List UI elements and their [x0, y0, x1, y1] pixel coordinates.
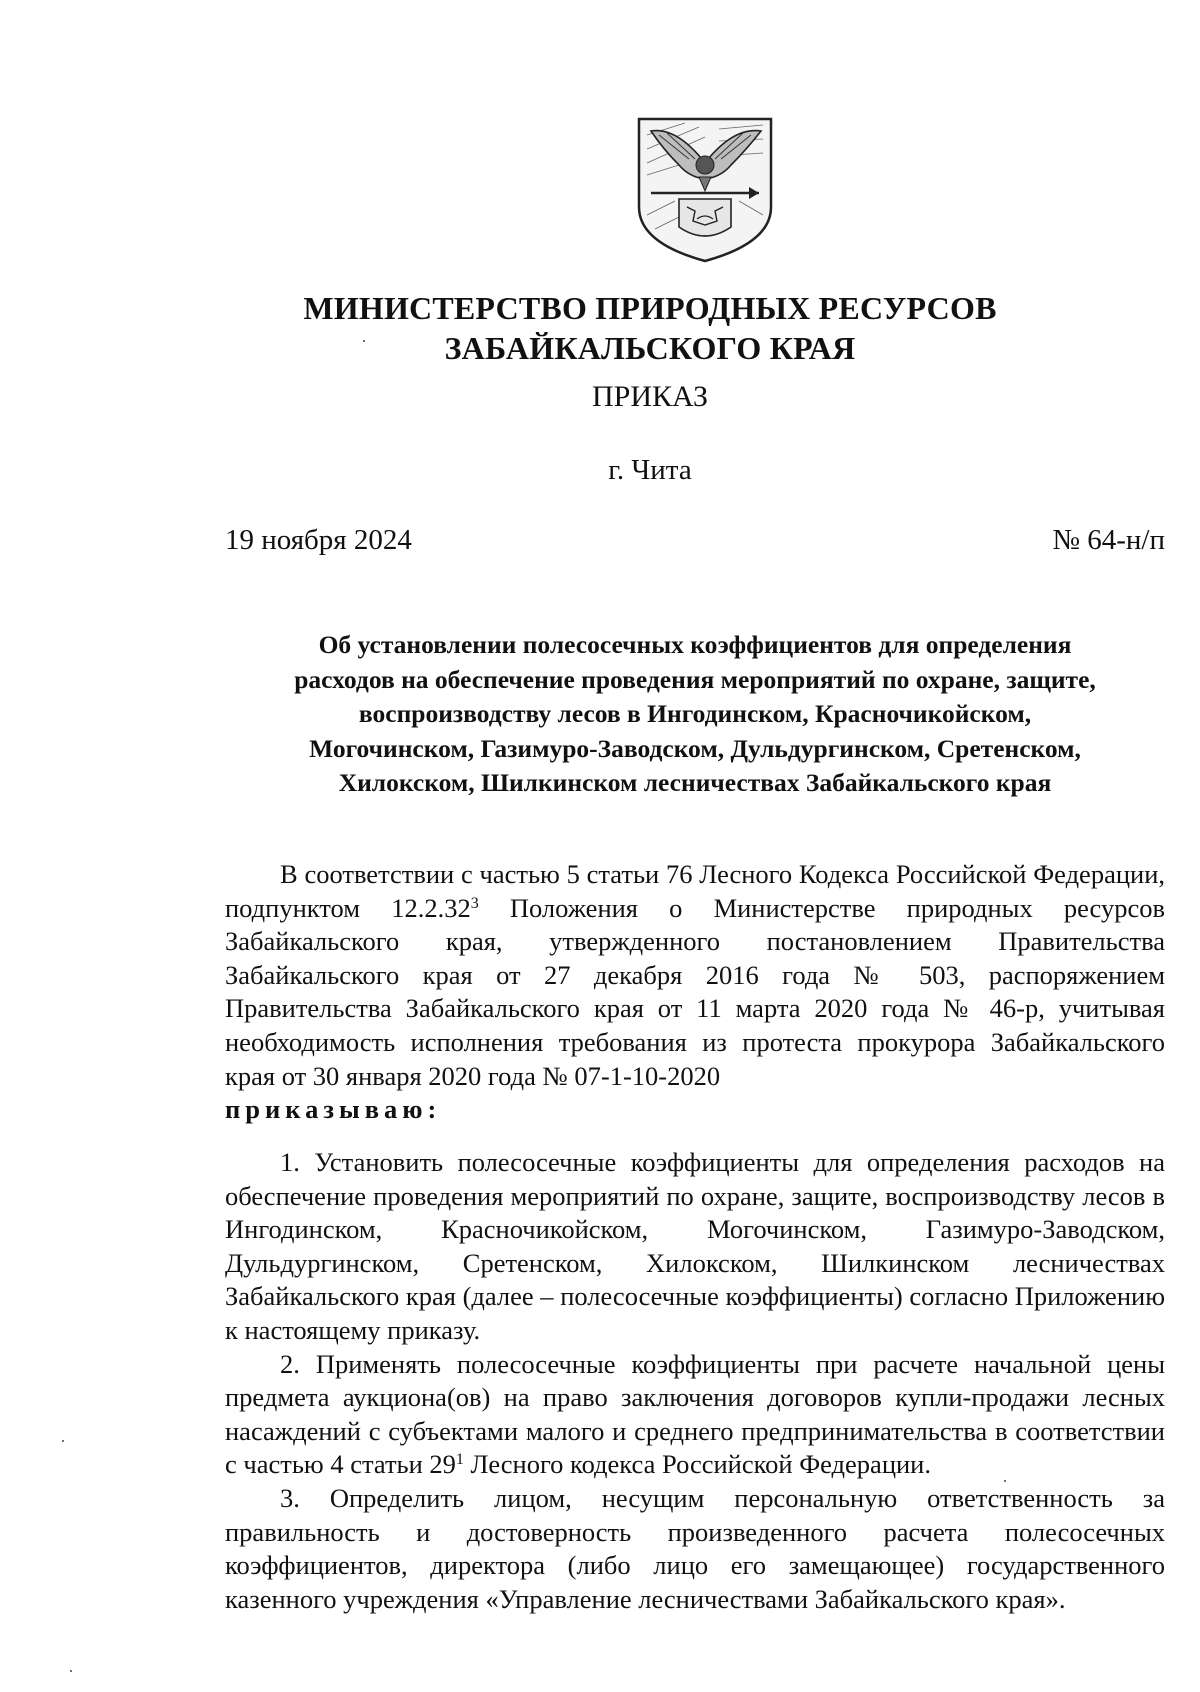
- document-type: ПРИКАЗ: [592, 380, 708, 413]
- command-word: приказываю:: [225, 1094, 442, 1125]
- order-item-1: 1. Установить полесосечные коэффициенты для определения расходов на обеспечение проведения мероприятий по охране, защите, воспроизводству лесов в Ингодинском, Красночикойском, Могочинском, Газимуро-Заводском, Дульдургинском, Сретенском, Хилокском, Шилкинском лесничествах Забайкальского края (далее – полесосечные коэффициенты) согласно Приложению к настоящему приказу.: [225, 1147, 1165, 1345]
- order-item-3: 3. Определить лицом, несущим персональную ответственность за правильность и достоверность произведенного расчета полесосечных коэффициентов, директора (либо лицо его замещающее) государственного казенного учреждения «Управление лесничествами Забайкальского края».: [225, 1482, 1165, 1614]
- item2-text-part2: Лесного кодекса Российской Федерации.: [463, 1449, 931, 1480]
- ministry-name-line2: ЗАБАЙКАЛЬСКОГО КРАЯ: [444, 330, 856, 366]
- preamble: [225, 858, 1165, 1127]
- ministry-name-line1: МИНИСТЕРСТВО ПРИРОДНЫХ РЕСУРСОВ: [303, 290, 997, 326]
- preamble-superscript: 3: [470, 894, 479, 912]
- title-line: воспроизводству лесов в Ингодинском, Красночикойском,: [358, 699, 1032, 728]
- order-items: [225, 1146, 1165, 1616]
- preamble-paragraph: [225, 858, 1165, 1093]
- title-line: Об установлении полесосечных коэффициентов для определения: [318, 630, 1072, 659]
- title-line: Хилокском, Шилкинском лесничествах Забайкальского края: [338, 768, 1052, 797]
- item2-superscript: 1: [455, 1451, 464, 1469]
- order-item-2: [225, 1348, 1165, 1482]
- document-number: № 64-н/п: [1052, 524, 1165, 556]
- title-line: Могочинском, Газимуро-Заводском, Дульдургинском, Сретенском,: [309, 733, 1081, 763]
- title-line: расходов на обеспечение проведения мероприятий по охране, защите,: [294, 664, 1096, 694]
- preamble-text-part2: Положения о Министерстве природных ресурсов Забайкальского края, утвержденного постановлением Правительства Забайкальского края от 27 декабря 2016 года № 503, распоряжением Правительства Забайкальского края от 11 марта 2020 года № 46-р, учитывая необходимость исполнения требования из протеста прокурора Забайкальского края от 30 января 2020 года № 07-1-10-2020: [225, 892, 1165, 1091]
- item2-text-part1: 2. Применять полесосечные коэффициенты при расчете начальной цены предмета аукциона(ов) на право заключения договоров купли-продажи лесных насаждений с субъектами малого и среднего предпринимательства в соответствии с частью 4 статьи 29: [225, 1348, 1165, 1480]
- preamble-text-part1: В соответствии с частью 5 статьи 76 Лесного Кодекса Российской Федерации, подпунктом 12.2.32: [225, 859, 1165, 923]
- city: г. Чита: [608, 454, 692, 486]
- document-title: [225, 628, 1165, 801]
- coat-of-arms-icon: [635, 115, 775, 265]
- document-date: 19 ноября 2024: [225, 524, 412, 556]
